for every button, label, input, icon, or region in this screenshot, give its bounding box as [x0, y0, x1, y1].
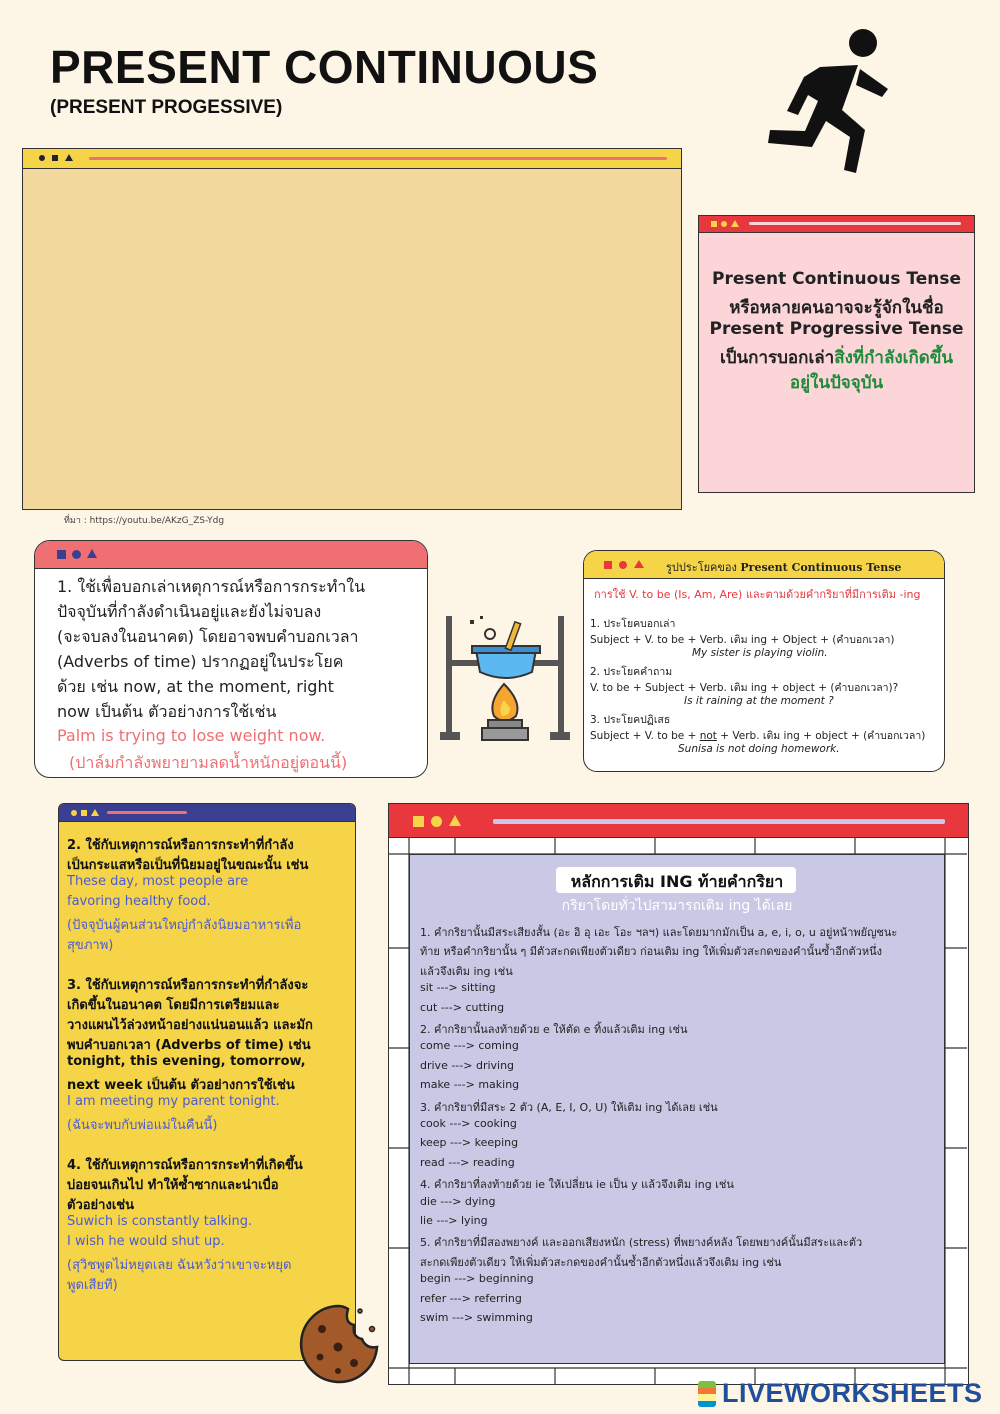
dot-icon	[39, 155, 45, 161]
negative-formula-b: + Verb. เติม ing + object + (คำบอกเวลา)	[716, 730, 926, 742]
running-person-icon	[760, 25, 900, 175]
usage-2-line: เป็นกระแสหรือเป็นที่นิยมอยู่ในขณะนั้น เช่น	[67, 858, 309, 873]
intro-line-1: Present Continuous Tense	[711, 269, 962, 289]
square-icon	[57, 550, 66, 559]
ing-rule-line: lie ---> lying	[420, 1214, 488, 1227]
address-bar	[107, 811, 187, 814]
usage-3-translation: (ฉันจะพบกับพ่อแม่ในคืนนี้)	[67, 1118, 218, 1133]
usage-1-translation: (ปาล์มกำลังพยายามลดน้ำหนักอยู่ตอนนี้)	[69, 753, 348, 772]
usage-2-example: These day, most people are	[67, 874, 249, 889]
usage-1-titlebar	[35, 541, 427, 569]
triangle-icon	[634, 560, 644, 568]
affirmative-title: 1. ประโยคบอกเล่า	[590, 618, 676, 630]
ing-content-panel	[409, 854, 945, 1364]
usage-3-line: เกิดขึ้นในอนาคต โดยมีการเตรียมและ	[67, 998, 280, 1013]
ing-rule-line: สะกดเพียงตัวเดียว ให้เพิ่มตัวสะกดของคำนั้นซ้ำอีกตัวหนึ่งแล้วจึงเติม ing เช่น	[420, 1255, 782, 1269]
intro-line-4-plain: เป็นการบอกเล่า	[719, 348, 835, 368]
address-bar	[749, 222, 961, 225]
ing-rule-line: 1. คำกริยานั้นมีสระเสียงสั้น (อะ อิ อุ เอะ โอะ ฯลฯ) และโดยมากมักเป็น a, e, i, o, u อยู่หน้าพยัญชนะ	[420, 926, 898, 939]
usage-1-example: Palm is trying to lose weight now.	[57, 726, 326, 745]
usage-3-line: 3. ใช้กับเหตุการณ์หรือการกระทำที่กำลังจะ	[67, 978, 309, 993]
usage-3-example: I am meeting my parent tonight.	[67, 1094, 280, 1109]
usage-1-box	[34, 540, 428, 778]
usage-4-example: Suwich is constantly talking.	[67, 1214, 253, 1229]
source-credit: ที่มา : https://youtu.be/AKzG_ZS-Ydg	[64, 516, 225, 526]
address-bar	[89, 157, 667, 160]
question-formula: V. to be + Subject + Verb. เติม ing + object + (คำบอกเวลา)?	[590, 682, 899, 694]
usage-3-line: วางแผนไว้ล่วงหน้าอย่างแน่นอนแล้ว และมัก	[67, 1018, 313, 1033]
negative-example: Sunisa is not doing homework.	[678, 743, 840, 755]
usage-2-example: favoring healthy food.	[67, 894, 211, 909]
address-bar	[493, 819, 945, 824]
usage-1-line: now เป็นต้น ตัวอย่างการใช้เช่น	[57, 702, 277, 721]
usage-1-line: (Adverbs of time) ปรากฏอยู่ในประโยค	[57, 652, 344, 671]
usage-2-line: 2. ใช้กับเหตุการณ์หรือการกระทำที่กำลัง	[67, 838, 294, 853]
ing-rule-line: begin ---> beginning	[420, 1272, 534, 1286]
triangle-icon	[87, 549, 97, 558]
page-subtitle: (PRESENT PROGESSIVE)	[50, 97, 283, 118]
dot-icon	[431, 816, 442, 827]
usage-3-line: พบคำบอกเวลา (Adverbs of time) เช่น	[67, 1038, 311, 1053]
ing-rule-line: refer ---> referring	[420, 1291, 522, 1305]
question-example: Is it raining at the moment ?	[684, 695, 834, 707]
triangle-icon	[91, 809, 99, 816]
ing-rule-line: แล้วจึงเติม ing เช่น	[420, 964, 513, 978]
intro-box	[698, 215, 975, 493]
usage-3-line: tonight, this evening, tomorrow,	[67, 1054, 306, 1069]
ing-rule-line: drive ---> driving	[420, 1058, 515, 1072]
ing-rule-line: 4. คำกริยาที่ลงท้ายด้วย ie ให้เปลี่ยน ie เป็น y แล้วจึงเติม ing เช่น	[420, 1178, 734, 1192]
usage-4-translation: (สุวิชพูดไม่หยุดเลย ฉันหวังว่าเขาจะหยุด	[67, 1258, 292, 1273]
structure-titlebar	[584, 551, 944, 579]
structure-heading	[666, 558, 901, 576]
intro-titlebar	[699, 216, 974, 233]
ing-rule-line: come ---> coming	[420, 1039, 519, 1053]
intro-line-4-highlight: สิ่งที่กำลังเกิดขึ้น	[834, 348, 954, 368]
ing-rule-line: swim ---> swimming	[420, 1311, 533, 1324]
ing-rule-line: keep ---> keeping	[420, 1136, 519, 1150]
usage-3-line: next week เป็นต้น ตัวอย่างการใช้เช่น	[67, 1078, 295, 1093]
ing-rule-line: 2. คำกริยานั้นลงท้ายด้วย e ให้ตัด e ทิ้งแล้วเติม ing เช่น	[420, 1023, 688, 1036]
triangle-icon	[65, 154, 73, 161]
dot-icon	[721, 221, 727, 227]
usage-1-line: (จะจบลงในอนาคต) โดยอาจพบคำบอกเวลา	[57, 627, 359, 646]
square-icon	[711, 221, 717, 227]
usage-more-titlebar	[59, 804, 355, 822]
intro-line-3: Present Progressive Tense	[709, 319, 964, 339]
intro-line-2: หรือหลายคนอาจจะรู้จักในชื่อ	[729, 298, 944, 318]
brand-badge	[698, 1381, 716, 1407]
usage-4-line: บ่อยจนเกินไป ทำให้ซ้ำซากและน่าเบื่อ	[67, 1178, 279, 1193]
dot-icon	[71, 810, 77, 816]
ing-rule-line: 5. คำกริยาที่มีสองพยางค์ และออกเสียงหนัก (stress) ที่พยางค์หลัง โดยพยางค์นั้นมีสระและตัว	[420, 1236, 863, 1250]
usage-4-line: 4. ใช้กับเหตุการณ์หรือการกระทำที่เกิดขึ้น	[67, 1158, 303, 1173]
ing-rule-line: sit ---> sitting	[420, 981, 496, 995]
ing-rule-line: ท้าย หรือคำกริยานั้น ๆ มีตัวสะกดเพียงตัวเดียว ก่อนเติม ing ให้เพิ่มตัวสะกดของคำนั้นซ้ำอีกตัวหนึ่ง	[420, 945, 882, 959]
structure-rule: การใช้ V. to be (Is, Am, Are) และตามด้วยคำกริยาที่มีการเติม -ing	[594, 588, 921, 601]
square-icon	[81, 810, 87, 816]
triangle-icon	[731, 220, 739, 227]
square-icon	[604, 561, 612, 569]
ing-titlebar	[389, 804, 968, 838]
negative-not: not	[699, 730, 717, 742]
square-icon	[413, 816, 424, 827]
affirmative-formula: Subject + V. to be + Verb. เติม ing + Object + (คำบอกเวลา)	[590, 634, 895, 646]
structure-heading-th: รูปประโยคของ	[666, 561, 737, 574]
affirmative-example: My sister is playing violin.	[692, 647, 828, 659]
structure-heading-en: Present Continuous Tense	[740, 561, 902, 574]
triangle-icon	[449, 815, 461, 826]
usage-4-translation: พูดเสียที)	[67, 1278, 118, 1293]
ing-rule-line: read ---> reading	[420, 1155, 515, 1169]
usage-1-line: 1. ใช้เพื่อบอกเล่าเหตุการณ์หรือการกระทำใน	[57, 577, 366, 596]
negative-title: 3. ประโยคปฏิเสธ	[590, 714, 671, 726]
ing-subtitle: กริยาโดยทั่วไปสามารถเติม ing ได้เลย	[561, 898, 793, 914]
brand-logo: LIVEWORKSHEETS	[722, 1378, 983, 1408]
usage-2-translation: สุขภาพ)	[67, 938, 114, 953]
ing-rule-line: cook ---> cooking	[420, 1117, 517, 1130]
intro-line-5: อยู่ในปัจจุบัน	[789, 373, 884, 393]
negative-formula	[590, 727, 925, 744]
video-frame[interactable]	[22, 148, 682, 510]
square-icon	[52, 155, 58, 161]
intro-line-4	[699, 344, 974, 371]
usage-2-translation: (ปัจจุบันผู้คนส่วนใหญ่กำลังนิยมอาหารเพื่อ	[67, 918, 302, 933]
cookie-icon	[298, 1303, 380, 1385]
ing-rules-window	[388, 803, 969, 1385]
usage-1-line: ปัจจุบันที่กำลังดำเนินอยู่และยังไม่จบลง	[57, 602, 322, 621]
negative-formula-a: Subject + V. to be +	[590, 730, 700, 742]
usage-4-line: ตัวอย่างเช่น	[67, 1198, 134, 1213]
usage-1-line: ด้วย เช่น now, at the moment, right	[57, 677, 334, 696]
dot-icon	[619, 561, 627, 569]
ing-rule-line: cut ---> cutting	[420, 1000, 505, 1014]
ing-rule-line: die ---> dying	[420, 1194, 496, 1208]
ing-title: หลักการเติม ING ท้ายคำกริยา	[570, 872, 784, 891]
ing-rule-line: make ---> making	[420, 1078, 520, 1092]
ing-rule-line: 3. คำกริยาที่มีสระ 2 ตัว (A, E, I, O, U) ให้เติม ing ได้เลย เช่น	[420, 1100, 718, 1114]
video-titlebar	[23, 149, 681, 169]
cooking-pot-icon	[440, 612, 570, 747]
usage-more-box	[58, 803, 356, 1361]
dot-icon	[72, 550, 81, 559]
usage-4-example: I wish he would shut up.	[67, 1234, 225, 1249]
question-title: 2. ประโยคคำถาม	[590, 666, 673, 678]
page-title: PRESENT CONTINUOUS	[50, 41, 599, 93]
structure-box	[583, 550, 945, 772]
